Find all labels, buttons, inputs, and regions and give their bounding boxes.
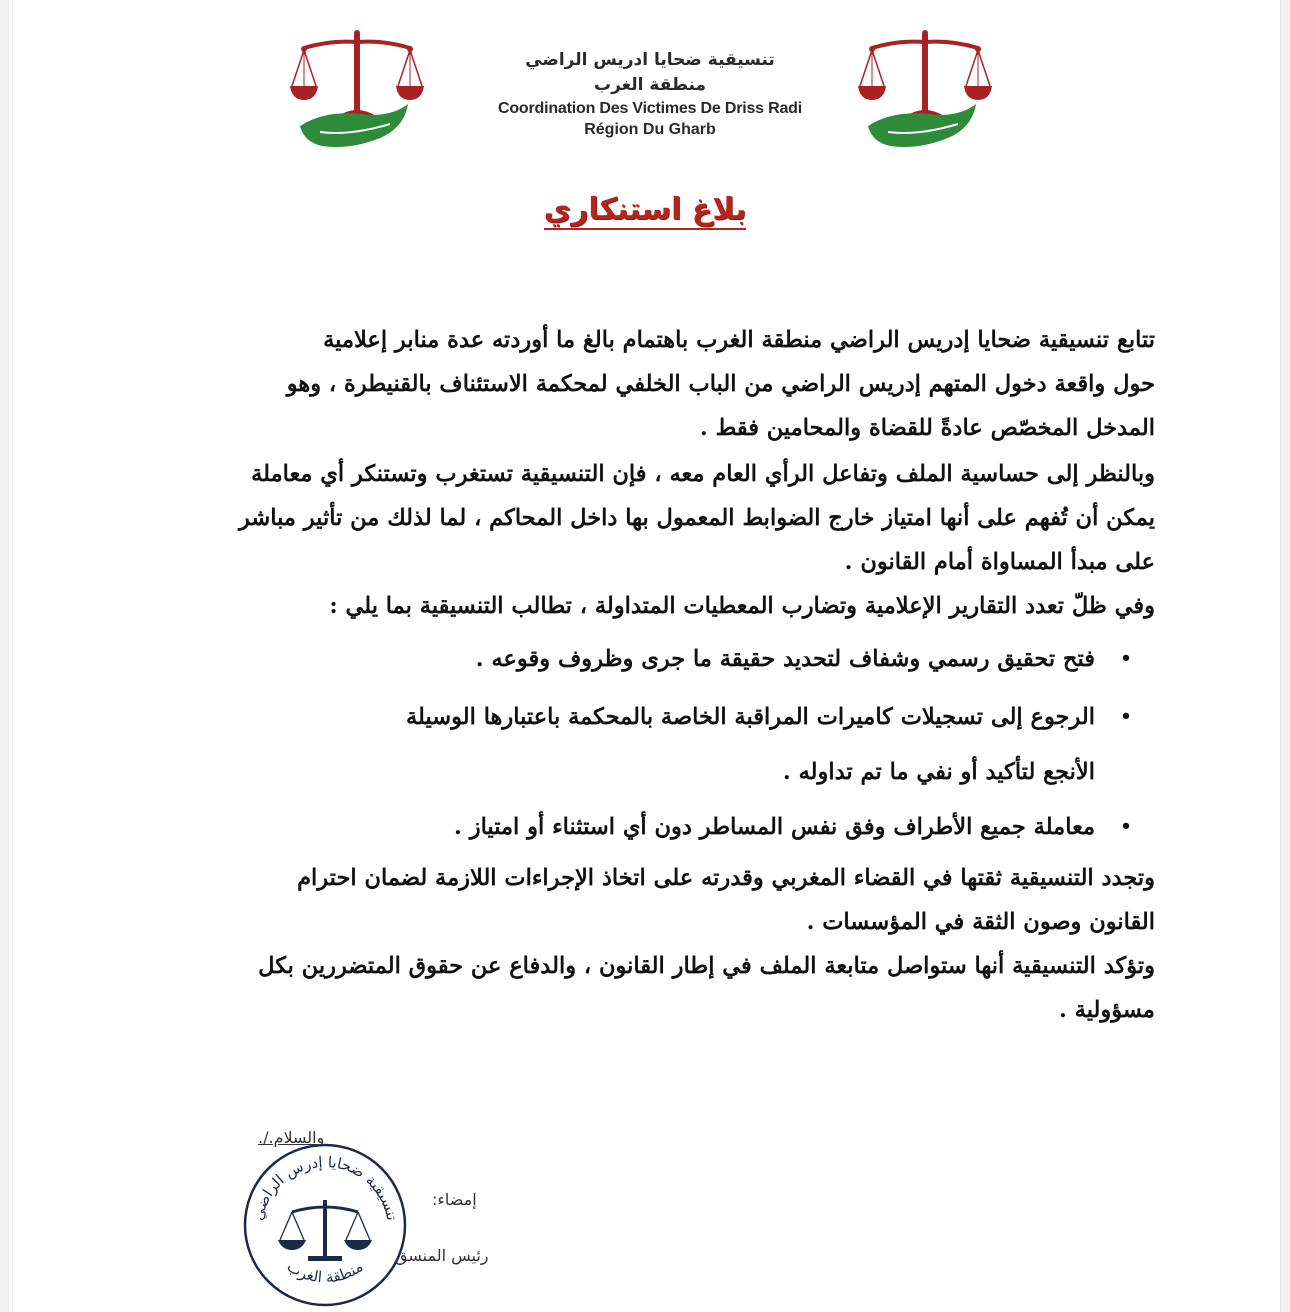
official-stamp xyxy=(240,1140,410,1310)
bullet-icon: • xyxy=(1120,706,1132,727)
text-line: المدخل المخصّص عادةً للقضاة والمحامين فقط . xyxy=(699,415,1155,441)
list-item-text: معاملة جميع الأطراف وفق نفس المساطر دون أي استثناء أو امتياز . xyxy=(454,814,1095,840)
org-name-french: Coordination Des Victimes De Driss Radi xyxy=(498,100,802,117)
region-french: Région Du Gharb xyxy=(584,121,716,138)
text-line: حول واقعة دخول المتهم إدريس الراضي من الباب الخلفي لمحكمة الاستئناف بالقنيطرة ، وهو xyxy=(286,371,1155,397)
text-line: وتؤكد التنسيقية أنها ستواصل متابعة الملف في إطار القانون ، والدفاع عن حقوق المتضررين بكل xyxy=(258,953,1155,979)
org-name-arabic: تنسيقية ضحايا ادريس الراضي xyxy=(525,50,775,70)
stamp-bottom-text: منطقة الغرب xyxy=(283,1257,367,1287)
svg-text:منطقة الغرب xyxy=(284,1257,366,1286)
text-line: مسؤولية . xyxy=(1059,997,1155,1023)
list-item xyxy=(130,688,1155,746)
text-line: القانون وصون الثقة في المؤسسات . xyxy=(806,909,1155,935)
list-item-text: فتح تحقيق رسمي وشفاف لتحديد حقيقة ما جرى وظروف وقوعه . xyxy=(475,646,1095,672)
scales-of-justice-with-hand-icon xyxy=(858,28,993,158)
document-title xyxy=(500,192,790,227)
text-line: تتابع تنسيقية ضحايا إدريس الراضي منطقة الغرب باهتمام بالغ ما أوردته عدة منابر إعلامية xyxy=(323,327,1155,353)
text-line: وتجدد التنسيقية ثقتها في القضاء المغربي وقدرته على اتخاذ الإجراءات اللازمة لضمان احترام xyxy=(297,865,1155,891)
text-line: يمكن أن تُفهم على أنها امتياز خارج الضوابط المعمول بها داخل المحاكم ، لما لذلك من تأثير مباشر xyxy=(238,505,1155,531)
paragraph-3: وفي ظلّ تعدد التقارير الإعلامية وتضارب المعطيات المتداولة ، تطالب التنسيقية بما يلي : xyxy=(329,593,1155,619)
paragraph-5 xyxy=(130,944,1155,1032)
text-line: وبالنظر إلى حساسية الملف وتفاعل الرأي العام معه ، فإن التنسيقية تستغرب وتستنكر أي معاملة xyxy=(251,461,1155,487)
list-item-continuation: الأنجع لتأكيد أو نفي ما تم تداوله . xyxy=(782,759,1095,785)
list-item xyxy=(130,798,1155,856)
paragraph-2 xyxy=(130,452,1155,584)
document-title-text: بلاغ استنكاري xyxy=(544,192,747,230)
stamp-top-text: تنسيقية ضحايا إدرس الراضي xyxy=(248,1152,402,1223)
region-arabic: منطقة الغرب xyxy=(594,75,706,95)
list-item-text: الرجوع إلى تسجيلات كاميرات المراقبة الخاصة بالمحكمة باعتبارها الوسيلة xyxy=(405,704,1095,730)
closing-salutation: والسلام./. xyxy=(258,1128,325,1147)
page-edge-right xyxy=(1280,0,1290,1312)
text-line: على مبدأ المساواة أمام القانون . xyxy=(844,549,1155,575)
demands-list xyxy=(130,630,1155,856)
bullet-icon: • xyxy=(1120,648,1132,669)
scales-of-justice-with-hand-icon xyxy=(290,28,425,158)
paragraph-4 xyxy=(130,856,1155,944)
document-body xyxy=(130,318,1155,1032)
signatory-role: رئيس المنسق xyxy=(395,1246,489,1265)
page-edge-left xyxy=(0,0,9,1312)
paragraph-1 xyxy=(130,318,1155,450)
signature-label: إمضاء: xyxy=(432,1190,477,1209)
list-item xyxy=(130,630,1155,688)
scales-of-justice-icon xyxy=(278,1200,372,1261)
bullet-icon: • xyxy=(1120,816,1132,837)
letterhead xyxy=(450,48,850,140)
